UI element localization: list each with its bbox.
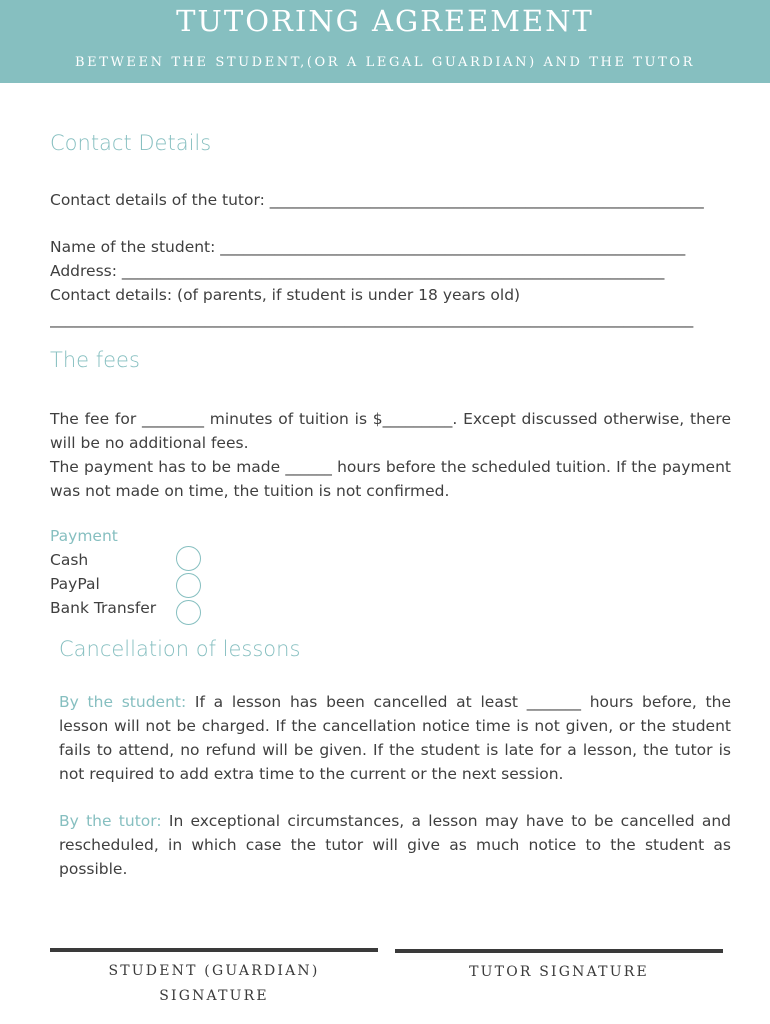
tutor-contact-field[interactable]: Contact details of the tutor: ________________________________________________________ [50, 191, 704, 209]
document-subtitle: BETWEEN THE STUDENT,(OR A LEGAL GUARDIAN) AND THE TUTOR [74, 55, 696, 70]
student-signature-label-line2: SIGNATURE [159, 988, 269, 1004]
fees-paragraph-2: The payment has to be made ______ hours before the scheduled tuition. If the payment was not made on time, the tuition is not confirmed. [50, 458, 731, 500]
student-signature-label-line1: STUDENT (GUARDIAN) [108, 963, 320, 979]
payment-option-paypal: PayPal [50, 575, 100, 593]
fees-paragraph-1: The fee for ________ minutes of tuition is $_________. Except discussed otherwise, there will be no additional fees. [50, 410, 731, 452]
cancellation-tutor-paragraph [59, 809, 731, 881]
bank-transfer-checkbox[interactable] [176, 600, 201, 625]
student-lead: By the student: [59, 693, 187, 711]
tutor-text: In exceptional circumstances, a lesson may have to be cancelled and rescheduled, in which case the tutor will give as much notice to the student as possible. [59, 812, 732, 878]
student-name-field[interactable]: Name of the student: ____________________________________________________________ [50, 238, 686, 256]
cancellation-student-paragraph [59, 690, 731, 786]
payment-option-bank-transfer: Bank Transfer [50, 599, 157, 617]
student-signature-label [50, 959, 378, 1009]
cash-checkbox[interactable] [176, 546, 201, 571]
fees-heading: The fees [50, 348, 140, 372]
payment-option-cash: Cash [50, 551, 89, 569]
paypal-checkbox[interactable] [176, 573, 201, 598]
parents-contact-field[interactable]: ___________________________________________________________________________________ [50, 310, 694, 328]
document-title: TUTORING AGREEMENT [176, 4, 594, 38]
student-signature-line[interactable] [50, 948, 378, 952]
address-field[interactable]: Address: ______________________________________________________________________ [50, 262, 665, 280]
payment-label: Payment [50, 527, 118, 545]
tutor-lead: By the tutor: [59, 812, 162, 830]
tutor-signature-line[interactable] [395, 949, 723, 953]
header-banner [0, 0, 770, 83]
student-text: If a lesson has been cancelled at least _______ hours before, the lesson will not be charged. If the cancellation notice time is not given, or the student fails to attend, no refund will be given. If the student is late for a lesson, the tutor is not required to add extra time to the current or the next session. [59, 693, 731, 783]
contact-details-heading: Contact Details [50, 131, 212, 155]
tutor-signature-label: TUTOR SIGNATURE [469, 964, 649, 980]
cancellation-heading: Cancellation of lessons [59, 637, 301, 661]
parents-contact-label: Contact details: (of parents, if student is under 18 years old) [50, 286, 521, 304]
